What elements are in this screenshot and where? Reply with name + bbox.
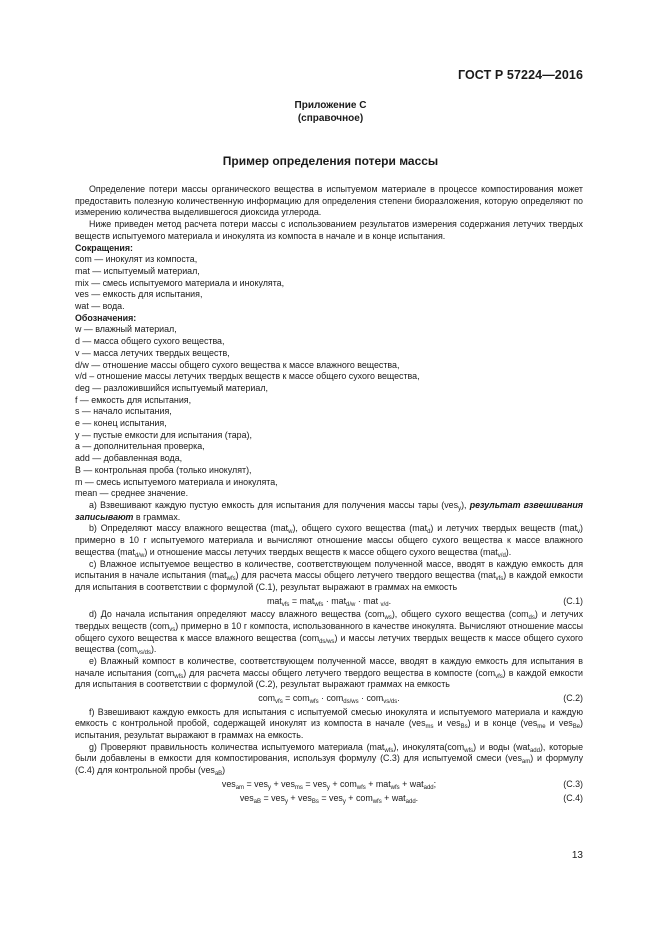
notation-item: mean — среднее значение. xyxy=(75,488,189,499)
section-heading: Пример определения потери массы xyxy=(222,154,439,168)
annex-note: (справочное) xyxy=(297,113,364,124)
abbreviation-item: ves — емкость для испытания, xyxy=(75,289,203,300)
formula-c1-expression: mat$_{vfs}$ = mat$_{wfs}$ · mat$_{d/w}$ · mat $_{v/d}$. xyxy=(266,595,392,608)
notation-item: v — масса летучих твердых веществ, xyxy=(75,347,230,358)
notation-item: f — емкость для испытания, xyxy=(75,394,192,405)
formula-c3-number: (С.3) xyxy=(563,778,583,789)
formula-c2-expression: com$_{vfs}$ = com$_{wfs}$ · com$_{ds/ws}$ · com$_{vs/ds}$. xyxy=(258,693,400,706)
step-g: g) Проверяют правильность количества испытуемого материала (mat$_{wfs}$), инокулята(com$_{wfs}$) и воды (wat$_{add}$), которые были добавлены в емкости для компостирования, используя формулу (С.3) для испытуемой смеси (ves$_{am}$) и формулу (С.4) для контрольной пробы (ves$_{aB}$) xyxy=(75,741,584,778)
notation-item: deg — разложившийся испытуемый материал, xyxy=(75,382,268,393)
step-a: a) Взвешивают каждую пустую емкость для испытания для получения массы тары (ves$_y$), результат взвешивания записывают в граммах. xyxy=(75,499,584,522)
notation-item: w — влажный материал, xyxy=(75,324,177,335)
notation-item: d/w — отношение массы общего сухого вещества к массе влажного вещества, xyxy=(75,359,400,370)
document-body xyxy=(75,184,583,807)
formula-c4 xyxy=(75,793,583,806)
abbreviation-item: com — инокулят из компоста, xyxy=(75,254,198,265)
standard-designation: ГОСТ Р 57224—2016 xyxy=(457,68,583,82)
notation-item: a — дополнительная проверка, xyxy=(75,441,205,452)
formula-c2 xyxy=(75,693,583,706)
intro-paragraph-1: Определение потери массы органического вещества в испытуемом материале в процессе компостирования может предоставить полезную количественную информацию для определения степени биоразложения, которую определяют по измерению количества выделившегося диоксида углерода. xyxy=(75,184,583,218)
notations-title: Обозначения: xyxy=(75,312,137,323)
notation-item: add — добавленная вода, xyxy=(75,453,183,464)
abbreviations-title: Сокращения: xyxy=(75,242,134,253)
notation-item: d — масса общего сухого вещества, xyxy=(75,336,225,347)
formula-c2-number: (С.2) xyxy=(563,693,583,704)
step-f: f) Взвешивают каждую емкость для испытания с испытуемой смесью инокулята и испытуемого материала и каждую емкость с контрольной пробой, содержащей инокулят из компоста в начале (ves$_{ms}$ и ves$_{Bs}$) и в конце (ves$_{me}$ и ves$_{Be}$) испытания, результат выражают в граммах на емкость. xyxy=(75,706,584,740)
abbreviation-item: mix — смесь испытуемого материала и инокулята, xyxy=(75,277,285,288)
notation-item: s — начало испытания, xyxy=(75,406,172,417)
formula-c4-number: (С.4) xyxy=(563,793,583,804)
notation-item: m — смесь испытуемого материала и инокулята, xyxy=(75,476,278,487)
annex-title: Приложение С xyxy=(294,100,367,111)
notation-item: B — контрольная проба (только инокулят), xyxy=(75,464,252,475)
formula-c1-number: (С.1) xyxy=(563,595,583,606)
notation-item: e — конец испытания, xyxy=(75,418,167,429)
page-number: 13 xyxy=(571,850,583,861)
formula-c3 xyxy=(75,779,583,792)
abbreviation-item: wat — вода. xyxy=(75,301,125,312)
abbreviation-item: mat — испытуемый материал, xyxy=(75,265,200,276)
step-c: c) Влажное испытуемое вещество в количестве, соответствующем полученной массе, вводят в каждую емкость для испытания в начале испытания (mat$_{wfs}$) для расчета массы общего летучего твердого вещества (mat$_{vfs}$) в каждой емкости для испытания в соответствии с формулой (С.1), результат выражают в граммах на емкость xyxy=(75,558,583,592)
intro-paragraph-2: Ниже приведен метод расчета потери массы с использованием результатов измерения содержания летучих твердых веществ испытуемого материала и инокулята из компоста в начале и в конце испытания. xyxy=(75,219,583,241)
notation-item: v/d – отношение массы летучих твердых веществ к массе общего сухого вещества, xyxy=(75,371,420,382)
notation-item: y — пустые емкости для испытания (тара), xyxy=(75,429,252,440)
step-e: e) Влажный компост в количестве, соответствующем полученной массе, вводят в каждую емкость для испытания в начале испытания (com$_{wfs}$) для расчета массы общего летучего твердого вещества в компосте (com$_{vfs}$) в каждой емкости для испытания в соответствии с формулой (С.2), результат выражают граммах на емкость xyxy=(75,655,583,690)
formula-c4-expression: ves$_{aB}$ = ves$_y$ + ves$_{Bs}$ = ves$_y$ + com$_{wfs}$ + wat$_{add}$. xyxy=(239,793,419,806)
formula-c1 xyxy=(75,596,583,609)
step-b: b) Определяют массу влажного вещества (mat$_w$), общего сухого вещества (mat$_d$) и летучих твердых веществ (mat$_v$) примерно в 10 г испытуемого материала и вычисляют отношение массы общего сухого вещества к массе влажного вещества (mat$_{d/w}$) и отношение массы летучих твердых веществ к массе общего сухого вещества (mat$_{v/d}$). xyxy=(75,523,584,559)
step-d: d) До начала испытания определяют массу влажного вещества (com$_{ws}$), общего сухого вещества (com$_{ds}$) и летучих твердых веществ (com$_{vs}$) примерно в 10 г компоста, использованного в качестве инокулята. Вычисляют отношение массы общего сухого вещества к массе влажного вещества (com$_{ds/ws}$) и массы летучих твердых веществ к массе общего сухого вещества (com$_{vs/ds}$). xyxy=(75,609,584,657)
formula-c3-expression: ves$_{am}$ = ves$_y$ + ves$_{ms}$ = ves$_y$ + com$_{wfs}$ + mat$_{wfs}$ + wat$_{add}$; xyxy=(221,778,437,791)
